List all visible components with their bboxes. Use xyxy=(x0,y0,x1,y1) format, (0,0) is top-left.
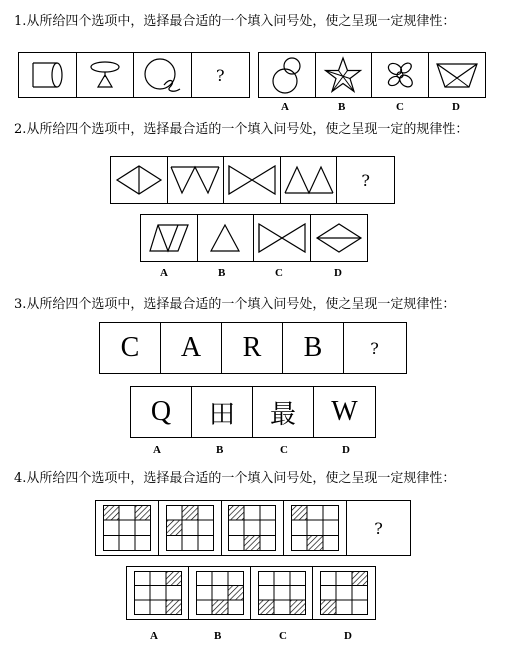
q3-option-d[interactable] xyxy=(314,387,375,437)
q1-option-c[interactable] xyxy=(372,53,429,97)
q4-option-label-a: A xyxy=(150,630,158,642)
q3-option-label-c: C xyxy=(280,444,288,456)
question-3-title: 3.从所给四个选项中，选择最合适的一个填入问号处，使之呈现一定规律性： xyxy=(14,297,456,312)
q1-option-label-a: A xyxy=(281,101,289,113)
q1-figure-disc-on-triangle xyxy=(77,53,135,97)
q1-question-cell xyxy=(192,53,250,97)
q4-option-d[interactable] xyxy=(313,567,375,619)
q3-letter-4 xyxy=(283,323,344,373)
q3-option-label-b: B xyxy=(216,444,224,456)
q4-grid-3 xyxy=(222,501,285,555)
q1-option-label-c: C xyxy=(396,101,404,113)
q2-option-c[interactable] xyxy=(254,215,311,261)
q3-letter-1-text: C xyxy=(120,332,140,363)
q2-option-label-d: D xyxy=(334,267,342,279)
q2-option-a[interactable] xyxy=(141,215,198,261)
q4-grid-4 xyxy=(284,501,347,555)
q1-options-row xyxy=(258,52,486,98)
q3-letter-3 xyxy=(222,323,283,373)
question-2-title: 2.从所给四个选项中，选择最合适的一个填入问号处，使之呈现一定的规律性： xyxy=(14,122,469,137)
q2-figure-bowtie xyxy=(224,157,281,203)
q4-grid-1 xyxy=(96,501,159,555)
q2-option-d[interactable] xyxy=(311,215,368,261)
q3-letter-2 xyxy=(161,323,222,373)
q3-option-label-a: A xyxy=(153,444,161,456)
q2-options-row xyxy=(140,214,368,262)
q2-question-mark: ? xyxy=(361,170,370,190)
q4-option-b[interactable] xyxy=(189,567,251,619)
q2-option-b[interactable] xyxy=(198,215,255,261)
q1-option-a[interactable] xyxy=(259,53,316,97)
q1-option-label-b: B xyxy=(338,101,346,113)
q4-option-a[interactable] xyxy=(127,567,189,619)
question-1-title: 1.从所给四个选项中，选择最合适的一个填入问号处，使之呈现一定规律性： xyxy=(14,14,456,29)
q3-letter-3-text: R xyxy=(242,332,262,363)
q4-option-c[interactable] xyxy=(251,567,313,619)
q1-figure-circle-loop xyxy=(134,53,192,97)
q1-sequence-row xyxy=(18,52,250,98)
q2-sequence-row xyxy=(110,156,395,204)
q4-grid-2 xyxy=(159,501,222,555)
q4-question-mark: ? xyxy=(374,518,383,538)
q4-option-label-b: B xyxy=(214,630,222,642)
q2-option-label-b: B xyxy=(218,267,226,279)
q3-option-b-text: 田 xyxy=(208,399,235,429)
q2-figure-rhombus xyxy=(111,157,168,203)
q3-letter-1 xyxy=(100,323,161,373)
q2-question-cell xyxy=(337,157,394,203)
q3-option-c-text: 最 xyxy=(269,399,296,429)
q4-option-label-c: C xyxy=(279,630,287,642)
q3-question-mark: ? xyxy=(370,338,379,358)
q4-options-row xyxy=(126,566,376,620)
q1-figure-cylinder xyxy=(19,53,77,97)
q3-option-c[interactable] xyxy=(253,387,314,437)
q3-letter-4-text: B xyxy=(303,332,323,363)
question-4-title: 4.从所给四个选项中，选择最合适的一个填入问号处，使之呈现一定规律性： xyxy=(14,471,456,486)
q1-option-label-d: D xyxy=(452,101,460,113)
q3-question-cell xyxy=(344,323,405,373)
q2-option-label-a: A xyxy=(160,267,168,279)
q2-figure-up-triangles xyxy=(281,157,338,203)
q2-option-label-c: C xyxy=(275,267,283,279)
q4-option-label-d: D xyxy=(344,630,352,642)
q1-option-b[interactable] xyxy=(316,53,373,97)
q3-option-label-d: D xyxy=(342,444,350,456)
q1-question-mark: ? xyxy=(215,65,225,85)
q3-option-b[interactable] xyxy=(192,387,253,437)
q1-option-d[interactable] xyxy=(429,53,486,97)
q3-option-d-text: W xyxy=(331,396,358,427)
q3-options-row xyxy=(130,386,376,438)
q3-option-a[interactable] xyxy=(131,387,192,437)
q3-sequence-row xyxy=(99,322,407,374)
q3-option-a-text: Q xyxy=(150,396,172,427)
q4-sequence-row xyxy=(95,500,411,556)
q2-figure-down-triangles xyxy=(168,157,225,203)
q4-question-cell xyxy=(347,501,410,555)
q3-letter-2-text: A xyxy=(180,332,202,363)
